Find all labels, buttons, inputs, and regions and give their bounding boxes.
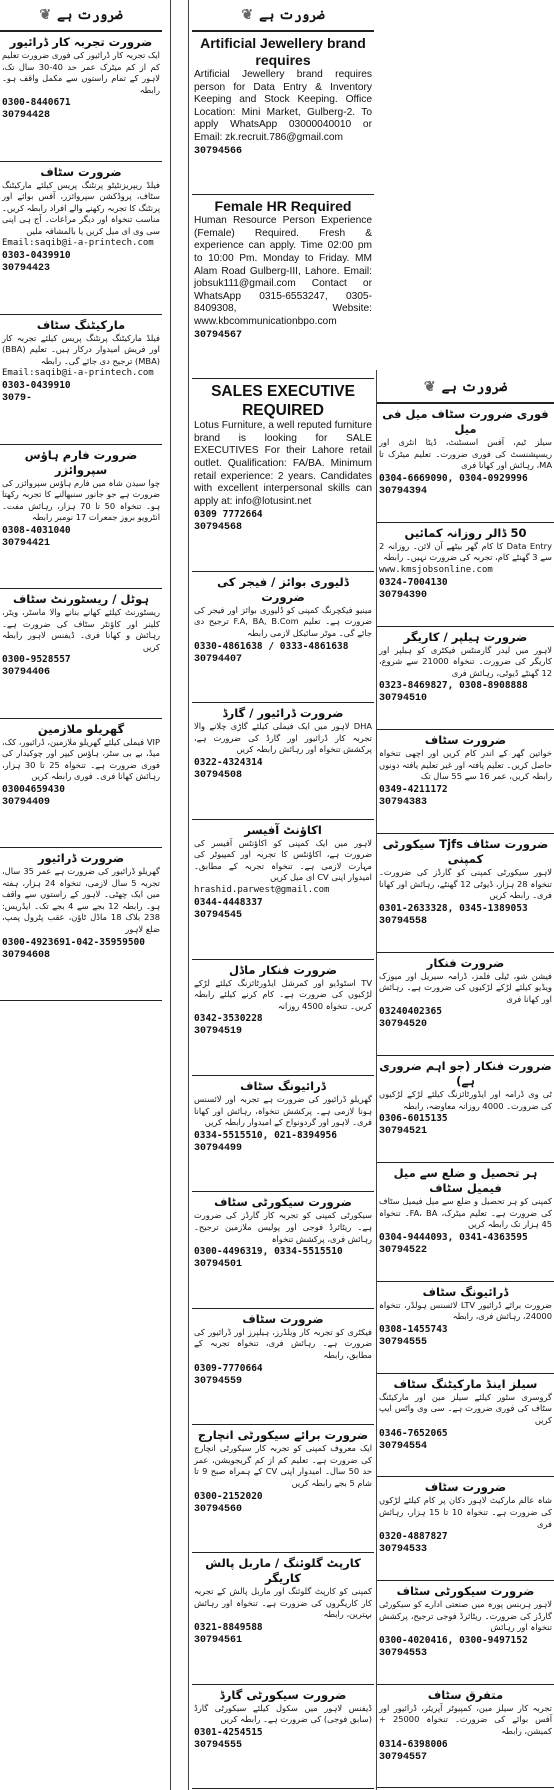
ad-title: ضرورت فنکار (جو اہم ضروری ہے) (379, 1059, 552, 1089)
ad-phone: 0342-3530228 (194, 1013, 263, 1025)
ad-title: ضرورت سٹاف (242, 1311, 324, 1326)
column-header (0, 0, 162, 32)
ad-phone: 0320-4887827 (379, 1531, 448, 1543)
classified-ad (0, 589, 162, 719)
ad-title: ڈرائیونگ سٹاف (240, 1079, 326, 1094)
column-header (192, 0, 374, 32)
classified-ad (377, 1282, 554, 1374)
ad-body: خواتین گھر کے اندر کام کریں اور اچھی تنخواہ حاصل کریں۔ تعلیم یافتہ اور غیر تعلیم یافتہ دونوں رابطہ کریں، عمر 16 سے 55 سال تک (379, 748, 552, 782)
classified-ad (192, 379, 374, 572)
ad-email: Email:saqib@i-a-printech.com (2, 238, 154, 249)
ad-reference: 30794407 (194, 653, 243, 665)
ad-body: TV اسٹوڈیو اور کمرشل ایڈورٹائزنگ کیلئے لڑکے لڑکیوں کی ضرورت ہے۔ کام کرنے کیلئے رابطہ کریں۔ تنخواہ 4500 روزانہ (194, 977, 372, 1011)
ad-reference: 30794566 (194, 145, 243, 157)
ad-reference: 30794553 (379, 1647, 428, 1659)
ad-phone: 0300-4496319, 0334-5515510 (194, 1246, 343, 1258)
ad-body: سیلز ٹیم، آفس اسسٹنٹ، ڈیٹا انٹری اور ریسپشنسٹ کی فوری ضرورت۔ تعلیم میٹرک تا MA، رہائش اور کھانا فری (379, 437, 552, 471)
classified-ad (0, 315, 162, 445)
ad-reference: 30794559 (194, 1375, 243, 1387)
ad-phone: 03004659430 (2, 783, 65, 795)
column-header (377, 372, 554, 404)
ad-title: فوری ضرورت سٹاف میل فی میل (382, 407, 549, 436)
ad-phone: 0300-9528557 (2, 654, 71, 666)
ad-phone: 0308-1455743 (379, 1324, 448, 1335)
classified-ad (377, 1581, 554, 1685)
ad-title: ضرورت سیکورٹی سٹاف (214, 1195, 352, 1210)
header-label: ضرورت ہے (57, 7, 123, 23)
ad-reference: 30794557 (379, 1751, 428, 1763)
ad-reference: 30794555 (194, 1739, 243, 1751)
ad-phone: 0303-0439910 (2, 380, 71, 392)
ad-reference: 30794560 (194, 1503, 243, 1515)
ad-reference: 30794499 (194, 1142, 243, 1154)
ad-phone: 0303-0439910 (2, 250, 71, 262)
ad-body: ایک تجربہ کار ڈرائیور کی فوری ضرورت تعلیم کم از کم میٹرک عمر حد 40-30 سال تک، لاہور کے تمام راستوں سے مکمل واقف ہو۔ رابطہ (2, 50, 160, 95)
ad-phone: 03240402365 (379, 1006, 442, 1018)
ad-body: لاہور سیکورٹی کمپنی کو گارڈز کی ضرورت۔ تنخواہ 28 ہزار، ڈیوٹی 12 گھنٹے، رہائش اور کھانا فری۔ رابطہ کریں (379, 866, 552, 901)
ad-body: فیلڈ مارکیٹنگ پرنٹنگ پریس کیلئے تجربہ کار اور فریش امیدوار درکار ہیں۔ تعلیم (BBA) (MBA) ترجیح دی جائے گی۔ رابطہ (2, 332, 160, 366)
ad-title: ضرورت ڈرائیور (37, 851, 125, 866)
ad-body: Data Entry کا کام گھر بیٹھے آن لائن۔ روزانہ 2 سے 3 گھنٹے کام، تجربہ کی ضرورت نہیں۔ رابطہ (379, 540, 552, 563)
ad-phone: 0306-6015135 (379, 1113, 448, 1125)
ad-reference: 30794554 (379, 1440, 428, 1452)
classified-ad (377, 1163, 554, 1282)
ad-phone: 0344-4448337 (194, 897, 263, 909)
classified-ad (0, 445, 162, 590)
ad-body: لاہور میں لیدر گارمنٹس فیکٹری کو ہیلپر اور کاریگر کی ضرورت۔ تنخواہ 21000 سے شروع، 12 گھنٹے ڈیوٹی، رہائش فری (379, 644, 552, 678)
ad-reference: 30794421 (2, 537, 51, 549)
ad-body: لاہور میں ایک کمپنی کو اکاؤنٹس آفیسر کی ضرورت ہے، اکاؤنٹس کا تجربہ اور کمپیوٹر کی مہارت لازمی ہے۔ تنخواہ تجربہ کے مطابق۔ امیدوار اپنی CV ای میل کریں (194, 837, 372, 883)
ad-body: Artificial Jewellery brand requires person for Data Entry & Inventory Keeping and Stock Keeping. Office Location: Mini Market, Gulberg-2. To apply WhatsApp 03000040010 or Email: zk.recruit.786@gmail.com (194, 69, 372, 143)
classified-ad (192, 195, 374, 379)
classified-ad (0, 719, 162, 849)
classified-ad (0, 32, 162, 162)
ad-phone: 0300-4020416, 0300-9497152 (379, 1634, 528, 1646)
ad-title: ضرورت سیکورٹی سٹاف (396, 1584, 535, 1599)
ad-title: ضرورت فنکار (426, 955, 505, 970)
ad-body: DHA لاہور میں ایک فیملی کیلئے گاڑی چلانے والا تجربہ کار ڈرائیور اور گارڈ کی ضرورت ہے، پرکشش تنخواہ اور رہائش رابطہ کریں (194, 721, 372, 755)
ad-title: اکاؤنٹ آفیسر (244, 822, 322, 837)
ad-email: hrashid.parwest@gmail.com (194, 885, 330, 896)
ad-title: ضرورت تجربہ کار ڈرائیور (9, 35, 153, 49)
ad-body: ضرورت برائے ڈرائیور LTV لائسنس ہولڈر، تنخواہ 24000، رہائش فری، رابطہ (379, 1299, 552, 1322)
classified-ad (377, 1374, 554, 1478)
ad-reference: 30794561 (194, 1634, 243, 1646)
ad-phone: 0304-6669090, 0304-0929996 (379, 472, 528, 484)
ad-list (377, 404, 554, 1788)
ad-phone: 0346-7652065 (379, 1427, 448, 1439)
ad-body: کمپنی کو ہر تحصیل و ضلع سے میل فیمیل سٹاف کی ضرورت ہے۔ تعلیم میٹرک، FA، BA۔ تنخواہ 45 ہزار تک رابطہ کریں (379, 1196, 552, 1230)
ad-body: ریسٹورنٹ کیلئے کھانے بنانے والا ماسٹر، ویٹر، کلینر اور کاؤنٹر سٹاف کی ضرورت ہے۔ رہائش و کھانا فری۔ ڈیفنس لاہور رابطہ کریں (2, 607, 160, 652)
ad-list (192, 32, 374, 1789)
ad-reference: 30794519 (194, 1026, 243, 1038)
ad-reference: 30794568 (194, 522, 243, 534)
ad-title: گھریلو ملازمین (37, 721, 125, 736)
classified-ad (192, 572, 374, 703)
ad-body: سیکورٹی کمپنی کو تجربہ کار گارڈز کی ضرورت ہے۔ ریٹائرڈ فوجی اور پولیس ملازمین ترجیح۔ رہائش فری، پرکشش تنخواہ (194, 1210, 372, 1244)
ad-phone: 0330-4861638 / 0333-4861638 (194, 640, 349, 652)
ad-reference: 30794522 (379, 1244, 428, 1256)
ad-reference: 30794567 (194, 329, 243, 341)
ad-body: چوا سیدن شاہ میں فارم ہاؤس سپروائزر کی ضرورت ہے جو جانور سنبھالنے کا تجربہ رکھتا ہو۔ تنخواہ 50 تا 70 ہزار، رہائش مفت۔ انٹرویو بروز جمعرات 17 نومبر رابطہ (2, 477, 160, 523)
ad-phone: 0304-9444093, 0341-4363595 (379, 1231, 528, 1243)
classified-ad (377, 1685, 554, 1789)
tree-icon: ❦ (423, 379, 436, 395)
ad-title: SALES EXECUTIVE REQUIRED (211, 383, 355, 420)
classified-ad (377, 1056, 554, 1163)
classified-ad (377, 730, 554, 834)
classified-ad (192, 1192, 374, 1308)
ad-title: ضرورت ڈرائیور / گارڈ (222, 706, 344, 721)
ad-phone: 0349-4211172 (379, 784, 448, 796)
ad-reference: 30794508 (194, 770, 243, 782)
classified-ad (377, 523, 554, 627)
ad-reference: 30794608 (2, 949, 51, 961)
classified-ad (377, 834, 554, 953)
ad-title: کارپٹ گلوئنگ / ماربل پالش کاریگر (205, 1556, 361, 1586)
classified-ad (377, 404, 554, 523)
ad-reference: 30794520 (379, 1019, 428, 1031)
ad-phone: 0334-5515510, 021-8394956 (194, 1129, 337, 1141)
ad-phone: 0300-4923691-042-35959500 (2, 936, 145, 948)
ad-title: ضرورت سٹاف (424, 733, 507, 748)
classified-ad (192, 1553, 374, 1684)
ad-body: تجربہ کار سیلز مین، کمپیوٹر آپریٹر، ڈرائیور اور آفس بوائے کی ضرورت۔ تنخواہ 25000 + کمیشن، رابطہ (379, 1702, 553, 1736)
ad-title: ڈلیوری بوائز / فیجر کی ضرورت (217, 574, 349, 604)
classified-ad (192, 820, 374, 960)
ad-phone: 0322-4324314 (194, 757, 263, 769)
ad-phone: 0321-8849588 (194, 1621, 263, 1633)
ad-reference: 30794390 (379, 589, 428, 601)
ad-phone: 0301-4254515 (194, 1726, 263, 1738)
ad-body: فیکٹری کو تجربہ کار ویلڈرز، ہیلپرز اور ڈرائیور کی ضرورت ہے۔ رہائش فری، تنخواہ تجربہ کے مطابق، رابطہ (194, 1326, 372, 1361)
ad-title: مارکیٹنگ سٹاف (36, 317, 126, 332)
ad-email: Email:saqib@i-a-printech.com (2, 368, 154, 379)
classified-ad (192, 32, 374, 195)
ad-title: Artificial Jewellery brand requires (200, 35, 366, 68)
ad-body: فیلڈ ریپریزنٹیٹو پرنٹنگ پریس کیلئے مارکیٹنگ سٹاف، پروڈکشن سپروائزر، آفس بوائے اور پرنٹنگ کا تجربہ رکھنے والے افراد رابطہ کریں۔ مناسب تنخواہ اور دیگر مراعات۔ آج ہی اپنی سی وی ای میل کریں یا بالمشافہ ملیں (2, 179, 160, 236)
ad-reference: 30794533 (379, 1544, 428, 1556)
classified-ad (192, 960, 374, 1076)
ad-reference: 30794428 (2, 110, 51, 122)
ad-body: لاہور ہربنس پورہ میں صنعتی ادارے کو سیکورٹی گارڈز کی ضرورت۔ ریٹائرڈ فوجی ترجیح، پرکشش تنخواہ اور رہائش (379, 1599, 552, 1633)
ad-title: ضرورت سیکورٹی گارڈ (219, 1687, 347, 1702)
header-label: ضرورت ہے (259, 7, 325, 23)
ad-body: Human Resource Person Experience (Female) Required. Fresh & experience can apply. Time 02:00 pm to 10:00 Pm. Monday to Friday. MM Alam Road Gulberg-III, Lahore. Email: jobsuk111@gmail.com Contact or WhatsApp 0315-6553247, 0305-8409308, Website: www.kbcommunicationbpo.com (194, 215, 372, 327)
ad-reference: 30794521 (379, 1126, 428, 1138)
ad-phone: 0323-8469827, 0308-8908888 (379, 680, 528, 692)
tree-icon: ❦ (39, 7, 52, 23)
tree-icon: ❦ (241, 7, 254, 23)
ad-phone: 0300-8440671 (2, 97, 71, 109)
ad-phone: 0324-7004130 (379, 576, 448, 588)
ad-title: ہر تحصیل و ضلع سے میل فیمیل سٹاف (393, 1166, 538, 1196)
ad-body: Lotus Furniture, a well reputed furniture brand is looking for SALE EXECUTIVES For their Lahore retail outlet. Qualification: FA/BA. Minimum retail experience: 2 years. Candidates with excellent interpersonal skills can apply at: info@lotusint.net (194, 420, 372, 507)
ad-reference: 30794510 (379, 693, 428, 705)
ad-title: ضرورت فنکار ماڈل (229, 962, 337, 977)
classified-ad (192, 1309, 374, 1425)
ad-body: VIP فیملی کیلئے گھریلو ملازمین، ڈرائیور، کک، میڈ، بے بی سٹر، ہاؤس کیپر اور چوکیدار کی فوری ضرورت ہے۔ تنخواہ 25 تا 30 ہزار، رہائش کھانا فری۔ فوری رابطہ کریں (2, 736, 160, 782)
ad-body: ایک معروف کمپنی کو تجربہ کار سیکورٹی انچارج کی ضرورت ہے۔ تعلیم کم از کم گریجویشن، عمر حد 50 سال۔ امیدوار اپنی CV کے ہمراہ صبح 9 تا شام 5 بجے رابطہ کریں (194, 1443, 372, 1488)
ad-reference: 30794545 (194, 910, 243, 922)
column-1 (0, 0, 162, 1790)
ad-title: ضرورت ہیلپر / کاریگر (403, 629, 528, 644)
ad-body: گروسری سٹور کیلئے سیلز مین اور مارکیٹنگ سٹاف کی فوری ضرورت ہے۔ سی وی واٹس ایپ کریں (379, 1391, 552, 1426)
ad-phone: 0314-6398006 (379, 1738, 448, 1750)
column-2 (192, 0, 374, 1790)
ad-reference: 30794558 (379, 915, 428, 927)
ad-body: گھریلو ڈرائیور کی ضرورت ہے تجربہ اور لائسنس ہونا لازمی ہے۔ پرکشش تنخواہ، رہائش اور کھانا فری۔ لاہور اور گردونواح کے امیدوار رابطہ کریں (194, 1094, 372, 1128)
ad-phone: 0308-4031040 (2, 524, 71, 536)
ad-title: ڈرائیونگ سٹاف (422, 1284, 509, 1299)
ad-title: ضرورت فارم ہاؤس سپروائزر (24, 447, 138, 477)
classified-ad (0, 848, 162, 1001)
ad-title: متفرق سٹاف (427, 1687, 504, 1702)
ad-list (0, 32, 162, 1001)
ad-reference: 3079- (2, 393, 33, 405)
ad-reference: 30794555 (379, 1337, 428, 1348)
ad-title: ضرورت سٹاف (40, 164, 122, 179)
ad-phone: 0300-2152020 (194, 1490, 263, 1502)
ad-reference: 30794409 (2, 796, 51, 808)
ad-reference: 30794406 (2, 667, 51, 679)
ad-title: سیلز اینڈ مارکیٹنگ سٹاف (393, 1376, 538, 1391)
classified-ad (377, 1477, 554, 1581)
ad-title: ضرورت سٹاف Tjfs سیکورٹی کمپنی (382, 836, 549, 866)
classified-ad (192, 1076, 374, 1192)
classified-ad (377, 953, 554, 1057)
ad-body: شاہ عالم مارکیٹ لاہور دکان پر کام کیلئے لڑکوں کی ضرورت ہے۔ تنخواہ 10 تا 15 ہزار، رہائش فری (379, 1495, 552, 1529)
ad-title: ضرورت برائے سیکورٹی انچارج (197, 1428, 369, 1443)
classified-ad (192, 1425, 374, 1553)
column-divider (188, 0, 189, 1790)
classified-ad (192, 703, 374, 819)
ad-body: گھریلو ڈرائیور کی ضرورت ہے عمر 35 سال، تجربہ 5 سال لازمی، تنخواہ 24 ہزار، ہفتہ میں ایک چھٹی۔ لاہور کے راستوں سے واقف ہو۔ رابطہ 12 بجے سے 4 بجے تک۔ ایڈریس: 238 بلاک 18 ماڈل ٹاؤن، عقب پٹرول پمپ، ضلع لاہور (2, 866, 160, 935)
classified-ad (377, 627, 554, 731)
ad-reference: 30794394 (379, 485, 428, 497)
column-divider (170, 0, 171, 1790)
ad-phone: 0309-7770664 (194, 1362, 263, 1374)
classified-ad (192, 1685, 374, 1790)
ad-title: 50 ڈالر روزانہ کمائیں (404, 525, 527, 540)
ad-title: ہوٹل / ریسٹورنٹ سٹاف (12, 592, 150, 607)
classified-ad (0, 162, 162, 315)
ad-email: www.kmsjobsonline.com (379, 564, 493, 575)
column-3 (377, 372, 554, 1790)
ad-phone: 0309 7772664 (194, 509, 263, 521)
ad-body: کمپنی کو کارپٹ گلوئنگ اور ماربل پالش کے تجربہ کار کاریگروں کی ضرورت ہے۔ تنخواہ اور رہائش بہترین، رابطہ (194, 1586, 372, 1620)
header-label: ضرورت ہے (441, 379, 508, 395)
ad-body: مینیو فیکچرنگ کمپنی کو ڈلیوری بوائز اور فیجر کی ضرورت ہے۔ تعلیم F.A, BA, B.Com ترجیح دی جائے گی۔ موٹر سائیکل لازمی رابطہ (194, 604, 373, 639)
ad-reference: 30794423 (2, 263, 51, 275)
ad-title: Female HR Required (214, 198, 352, 215)
ad-reference: 30794383 (379, 797, 428, 809)
ad-phone: 0301-2633328, 0345-1389053 (379, 902, 528, 914)
ad-body: فیشن شو، ٹیلی فلمز، ڈرامہ سیریل اور میوزک ویڈیو کیلئے لڑکے لڑکیوں کی ضرورت ہے۔ رہائش اور کھانا فری (379, 970, 552, 1004)
ad-reference: 30794501 (194, 1259, 243, 1271)
ad-body: ٹی وی ڈرامہ اور ایڈورٹائزنگ کیلئے لڑکے لڑکیوں کی ضرورت۔ 4000 روزانہ معاوضہ، رابطہ (379, 1089, 552, 1111)
ad-body: ڈیفنس لاہور میں سکول کیلئے سیکورٹی گارڈ (سابق فوجی) کی ضرورت ہے۔ رابطہ کریں (194, 1702, 372, 1725)
ad-title: ضرورت سٹاف (424, 1480, 507, 1495)
